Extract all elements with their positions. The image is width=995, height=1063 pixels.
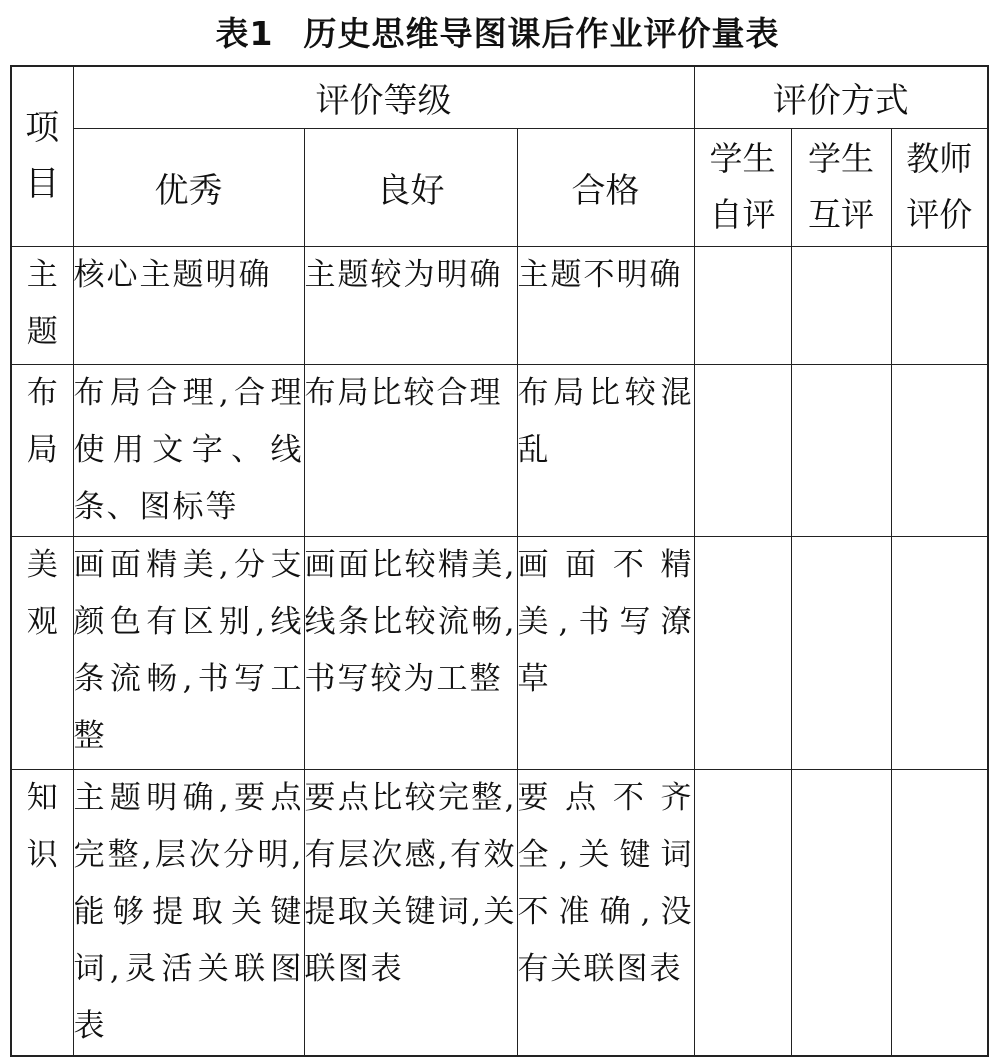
cell-self-eval[interactable] <box>694 246 791 364</box>
evaluation-table <box>10 65 989 1057</box>
cell-pass: 要点不齐全,关键词不准确,没有关联图表 <box>517 769 694 1056</box>
cell-self-eval[interactable] <box>694 769 791 1056</box>
cell-excellent: 布局合理,合理使用文字、线条、图标等 <box>73 364 304 536</box>
header-method-teacher <box>891 128 988 246</box>
header-item-label: 项目 <box>25 108 60 205</box>
header-method-peer-label: 学生互评 <box>808 139 875 234</box>
row-item-aesthetics <box>11 536 73 769</box>
row-item-layout <box>11 364 73 536</box>
table-row <box>11 364 988 536</box>
cell-peer-eval[interactable] <box>791 536 891 769</box>
row-item-theme <box>11 246 73 364</box>
cell-excellent: 核心主题明确 <box>73 246 304 364</box>
row-item-label: 知识 <box>26 779 58 873</box>
row-item-knowledge <box>11 769 73 1056</box>
header-method-group: 评价方式 <box>694 66 988 128</box>
header-method-teacher-label: 教师评价 <box>906 139 973 234</box>
cell-teacher-eval[interactable] <box>891 769 988 1056</box>
cell-pass: 布局比较混乱 <box>517 364 694 536</box>
cell-good: 主题较为明确 <box>304 246 517 364</box>
header-method-peer <box>791 128 891 246</box>
cell-self-eval[interactable] <box>694 536 791 769</box>
header-row-2 <box>11 128 988 246</box>
cell-self-eval[interactable] <box>694 364 791 536</box>
table-title-text: 历史思维导图课后作业评价量表 <box>303 14 780 53</box>
header-grade-pass: 合格 <box>517 128 694 246</box>
header-grade-group: 评价等级 <box>73 66 694 128</box>
cell-pass: 主题不明确 <box>517 246 694 364</box>
cell-good: 要点比较完整,有层次感,有效提取关键词,关联图表 <box>304 769 517 1056</box>
header-item <box>11 66 73 246</box>
row-item-label: 布局 <box>26 374 58 468</box>
table-title <box>0 8 995 52</box>
cell-teacher-eval[interactable] <box>891 364 988 536</box>
cell-peer-eval[interactable] <box>791 364 891 536</box>
header-grade-good: 良好 <box>304 128 517 246</box>
cell-peer-eval[interactable] <box>791 769 891 1056</box>
header-method-self-label: 学生自评 <box>709 139 776 234</box>
row-item-label: 主题 <box>26 256 58 350</box>
header-method-self <box>694 128 791 246</box>
table-number: 表1 <box>215 14 274 53</box>
cell-excellent: 画面精美,分支颜色有区别,线条流畅,书写工整 <box>73 536 304 769</box>
cell-teacher-eval[interactable] <box>891 536 988 769</box>
cell-good: 布局比较合理 <box>304 364 517 536</box>
cell-pass: 画面不精美,书写潦草 <box>517 536 694 769</box>
cell-good: 画面比较精美,线条比较流畅,书写较为工整 <box>304 536 517 769</box>
table-row <box>11 536 988 769</box>
table-row <box>11 769 988 1056</box>
header-grade-excellent: 优秀 <box>73 128 304 246</box>
cell-excellent: 主题明确,要点完整,层次分明,能够提取关键词,灵活关联图表 <box>73 769 304 1056</box>
cell-peer-eval[interactable] <box>791 246 891 364</box>
cell-teacher-eval[interactable] <box>891 246 988 364</box>
table-row <box>11 246 988 364</box>
row-item-label: 美观 <box>26 546 58 640</box>
header-row-1 <box>11 66 988 128</box>
